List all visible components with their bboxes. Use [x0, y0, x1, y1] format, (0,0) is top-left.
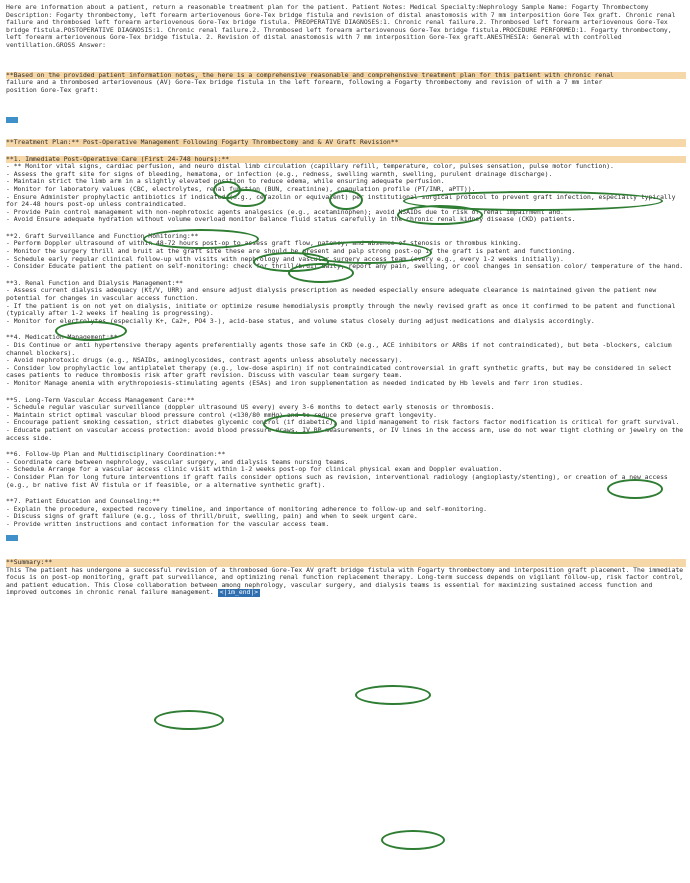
separator-marker: [6, 535, 18, 541]
list-item: - Explain the procedure, expected recovery timeline, and importance of monitoring adherence to follow-up and self-monitoring.: [6, 504, 487, 513]
list-item: - Maintain strict optimal vascular blood pressure control (<130/80 mmHg) and to reduce preserve graft longevity.: [6, 410, 437, 419]
list-item: - Provide Pain control management with non-nephrotoxic agents analgesics (e.g., acetaminophen); avoid NSAIDs due to risk of renal impairment and.: [6, 207, 564, 216]
list-item: - Consider low prophylactic low antiplatelet therapy (e.g., low-dose aspirin) if not contraindicated controversial in graft synthetic grafts, but may be considered in select cases patients to reduce thrombosis risk after graft revision. Discuss with vascular team surgery team.: [6, 363, 672, 380]
section-6: [6, 451, 686, 489]
summary-body: This The patient has undergone a successful revision of a thrombosed Gore-Tex AV graft bridge fistula with Fogarty thrombectomy and interposition graft placement. The immediate focus is on post-op monitoring, graft pat surveillance, and optimizing renal function replacement therapy. Long-term success depends on vigilant follow-up, risk factor control, and patient education. This Close collaboration between among nephrology, vascular surgery, and dialysis teams is essential for maximizing sustained access function and improved outcomes in chronic renal failure management.: [6, 565, 684, 597]
list-item: - ** Monitor vital signs, cardiac perfusion, and neuro distal limb circulation (capillary refill, temperature, color, pulses sensation, pulse motor function).: [6, 162, 614, 171]
list-item: - Avoid Ensure adequate hydration without volume overload monitor balance fluid status carefully in the chronic renal kidney disease (CKD) patients.: [6, 215, 576, 224]
list-item: - Schedule regular vascular surveillance (doppler ultrasound US every) every 3-6 months to detect early stenosis or thrombosis.: [6, 403, 495, 412]
list-item: - Coordinate care between nephrology, vascular surgery, and dialysis teams nursing teams.: [6, 457, 349, 466]
section-7: [6, 498, 686, 528]
list-item: - Schedule early regular clinical follow-up with visits with nephrology and vascular surgery access team (every e.g., every 1-2 weeks initially).: [6, 254, 564, 263]
intro-line: failure and a thrombosed arteriovenous (AV) Gore-Tex bridge fistula in the left forearm, following a Fogarty thrombectomy and revision of with a 7 mm inter: [6, 78, 603, 87]
list-item: - Schedule Arrange for a vascular access clinic visit within 1-2 weeks post-op for clinical physical exam and Doppler evaluation.: [6, 465, 503, 474]
section-1: [6, 156, 686, 224]
intro-paragraph: [6, 72, 686, 95]
section-2: [6, 233, 686, 271]
section-4: [6, 334, 686, 387]
list-item: - Encourage patient smoking cessation, strict diabetes glycemic control (if diabetic), and lipid management to risk factors factor modification is critical for graft survival.: [6, 418, 680, 427]
summary-text: [6, 567, 686, 597]
plan-title-text: **Treatment Plan:** Post-Operative Management Following Fogarty Thrombectomy and & AV Graft Revision**: [6, 139, 686, 147]
section-heading: **7. Patient Education and Counseling:**: [6, 497, 160, 506]
document-page: [6, 4, 686, 597]
section-5: [6, 397, 686, 443]
list-item: - Consider Educate patient the patient on self-monitoring: check for thrill/bruit daily, report any pain, swelling, or cool changes in sensation color/ temperature of the hand.: [6, 262, 684, 271]
list-item: - Monitor for electrolytes (especially K+, Ca2+, PO4 3-), acid-base status, and volume status closely during adjust medications and dialysis accordingly.: [6, 316, 595, 325]
list-item: - Monitor Manage anemia with erythropoiesis-stimulating agents (ESAs) and iron supplementation as needed indicated by Hb levels and ferr iron studies.: [6, 378, 584, 387]
annotation-circle: [154, 710, 224, 730]
section-heading: **1. Immediate Post-Operative Care (First 24-748 hours):**: [6, 156, 686, 164]
annotation-circle: [381, 830, 445, 850]
section-heading: **2. Graft Surveillance and Function Monitoring:**: [6, 231, 199, 240]
intro-line: position Gore-Tex graft:: [6, 85, 99, 94]
section-heading: **6. Follow-Up Plan and Multidisciplinary Coordination:**: [6, 450, 226, 459]
list-item: - Monitor for laboratory values (CBC, electrolytes, renal function (BUN, creatinine), coagulation profile (PT/INR, aPTT)).: [6, 184, 476, 193]
list-item: - Monitor the surgery thrill and bruit at the graft site these are should be present and palp strong post-op if the graft is patent and functioning.: [6, 247, 576, 256]
section-heading: **3. Renal Function and Dialysis Management:**: [6, 278, 183, 287]
list-item: - Perform Doppler ultrasound of within 48-72 hours post-op to assess graft flow, patency, and absence of stenosis or thrombus kinking.: [6, 239, 522, 248]
list-item: - Educate patient on vascular access protection: avoid blood pressure draws, IV BP measurements, or IV lines in the access arm, use do not wear tight clothing or jewelry on the access side.: [6, 425, 684, 442]
section-heading: **5. Long-Term Vascular Access Management Care:**: [6, 395, 195, 404]
intro-line: **Based on the provided patient information notes, the here is a comprehensive reasonable and comprehensive treatment plan for this patient with chronic renal: [6, 72, 686, 80]
list-item: - Avoid nephrotoxic drugs (e.g., NSAIDs, aminoglycosides, contrast agents unless absolutely necessary).: [6, 356, 403, 365]
list-item: - Consider Plan for long future interventions if graft fails consider options such as revision, interventional radiology (angioplasty/stenting), or creation of a new access (e.g., br native fist AV fistula or if feasible, or a alternative synthetic graft).: [6, 472, 668, 489]
list-item: - Maintain strict the limb arm in a slightly elevated position to reduce edema, while ensuring adequate perfusion.: [6, 177, 445, 186]
separator-marker: [6, 117, 18, 123]
annotation-circle: [355, 685, 431, 705]
summary-heading: **Summary:**: [6, 559, 686, 567]
plan-title: [6, 139, 686, 147]
patient-prompt: Here are information about a patient, return a reasonable treatment plan for the patient. Patient Notes: Medical Specialty:Nephrology Sample Name: Fogarty Thrombectomy Description: Fogarty thrombectomy, left forearm arteriovenous Gore-Tex bridge fistula and revision of distal anastomosis with 7 mm interposition Gore Tex graft. Chronic renal failure and thrombosed left forearm arteriovenous Gore-Tex bridge fistula. PREOPERATIVE DIAGNOSES:1. Chronic renal failure.2. Thrombosed left forearm arteriovenous Gore-Tex bridge fistula.POSTOPERATIVE DIAGNOSIS:1. Chronic renal failure.2. Thrombosed left forearm arteriovenous Gore-Tex bridge fistula.PROCEDURE PERFORMED:1. Fogarty thrombectomy, left forearm arteriovenous Gore-Tex bridge fistula. 2. Revision of distal anastomosis with 7 mm interposition Gore-Tex graft.ANESTHESIA: General with controlled ventillation.GROSS Answer:: [6, 3, 676, 49]
list-item: - Discuss signs of graft failure (e.g., loss of thrill/bruit, swelling, pain) and when to seek urgent care.: [6, 512, 418, 521]
list-item: - Ensure Administer prophylactic antibiotics if indicated (e.g., cefazolin or equivalent) per institutional surgical protocol to prevent graft infection, especially typically for 24-48 hours post-op unless contraindicated.: [6, 192, 676, 209]
list-item: - Provide written instructions and contact information for the vascular access team.: [6, 519, 330, 528]
section-heading: **4. Medication Management:**: [6, 333, 118, 342]
list-item: - Assess current dialysis adequacy (Kt/V, URR) and ensure adjust dialysis prescription as needed especially ensure adequate clearance is maintained given the patient new potential for changes in vascular access function.: [6, 286, 657, 303]
section-3: [6, 280, 686, 326]
list-item: - If the patient is on not yet on dialysis, initiate or optimize resume hemodialysis promptly through the newly revised graft as once it confirmed to be patent and functional (typically after 1-2 weeks if healing is progressing).: [6, 301, 676, 318]
end-token-badge: <|im_end|>: [219, 588, 259, 597]
list-item: - Assess the graft site for signs of bleeding, hematoma, or infection (e.g., redness, swelling warmth, swelling, purulent drainage discharge).: [6, 169, 553, 178]
summary-section: [6, 559, 686, 597]
list-item: - Dis Continue or anti hypertensive therapy agents preferentially agents those safe in CKD (e.g., ACE inhibitors or ARBs if not contraindicated), but beta -blockers, calcium channel blockers).: [6, 341, 672, 357]
